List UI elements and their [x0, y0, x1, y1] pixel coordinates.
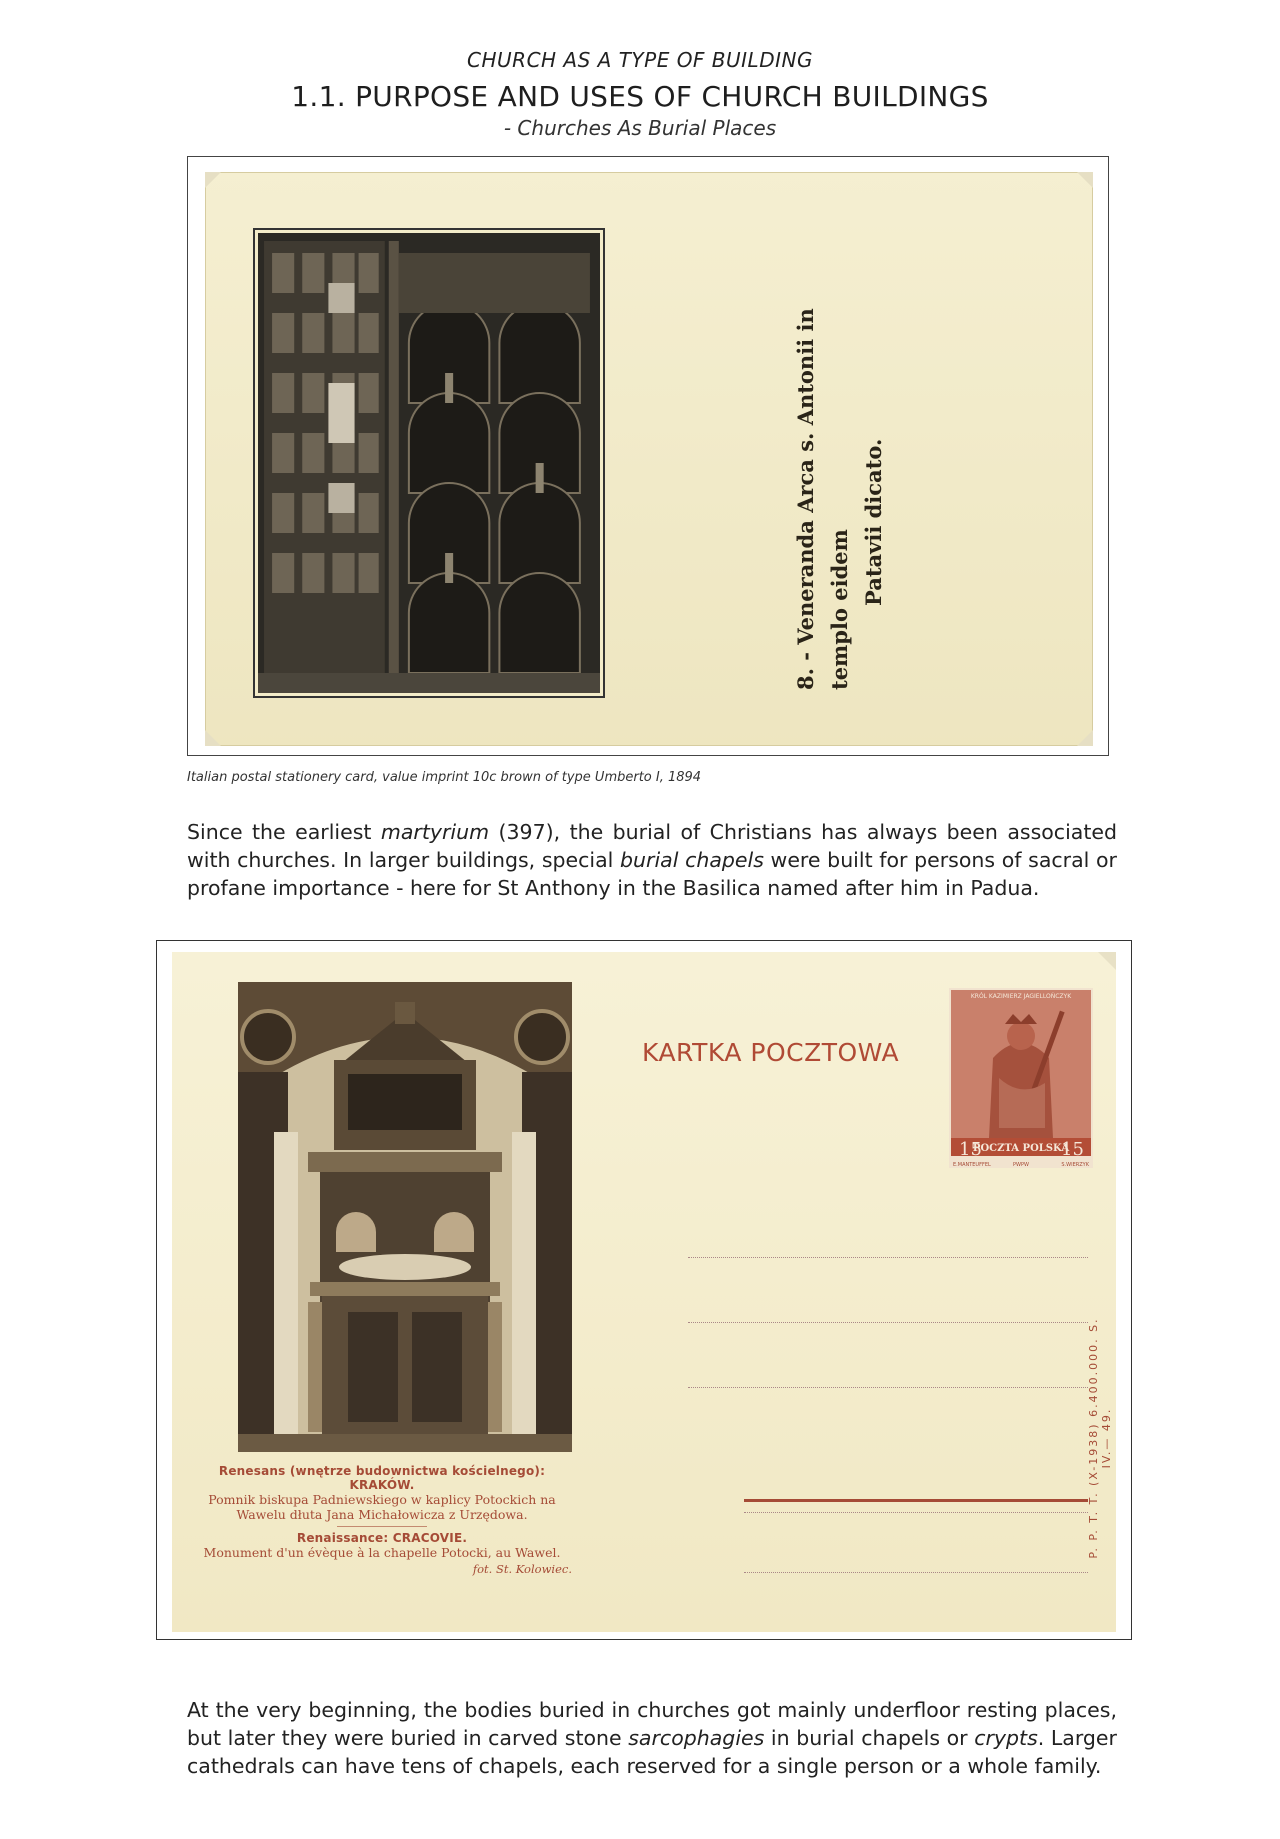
caption-line-1: 8. - Veneranda Arca s. Antonii in templo eidem [793, 308, 852, 690]
text-run: in burial chapels or [764, 1726, 975, 1750]
italic-term: burial chapels [620, 848, 764, 872]
postcard-caption [192, 1464, 572, 1576]
stamp-imprint-right: S.WIERZYK [1061, 1162, 1089, 1168]
card-corner-fold [1098, 952, 1116, 970]
text-run: (397), the burial of Christians has always been associated with churches. In larger buildings, special [187, 820, 1117, 872]
address-underline [744, 1499, 1088, 1502]
stamp-top-text: KRÓL KAZIMIERZ JAGIELLOŃCZYK [970, 993, 1072, 1000]
card-corner-mount [205, 172, 221, 188]
stamp-country: POCZTA POLSKA [972, 1143, 1070, 1154]
tomb-photograph [238, 982, 572, 1452]
stamp-value-right: 15 [1061, 1139, 1084, 1160]
text-run: . Larger cathedrals can have tens of chapels, each reserved for a single person or a whole family. [187, 1726, 1117, 1778]
photo-credit: fot. St. Kolowiec. [472, 1562, 572, 1576]
text-run: At the very beginning, the bodies buried in churches got mainly underfloor resting places, but later they were buried in carved stone [187, 1698, 1117, 1750]
caption-polish-text: Pomnik biskupa Padniewskiego w kaplicy Potockich na Wawelu dłuta Jana Michałowicza z Urzędowa. [208, 1492, 556, 1522]
card-description-note: Italian postal stationery card, value imprint 10c brown of type Umberto I, 1894 [187, 770, 702, 785]
arca-santantonio-image [258, 233, 600, 693]
address-line [744, 1572, 1088, 1573]
text-run: Since the earliest [187, 820, 381, 844]
page-title: 1.1. PURPOSE AND USES OF CHURCH BUILDINGS [291, 80, 989, 113]
caption-polish-title: Renesans (wnętrze budownictwa kościelnego): KRAKÓW. [218, 1464, 546, 1492]
section-heading: CHURCH AS A TYPE OF BUILDING [467, 48, 813, 72]
stamp-imprint-mid: PWPW [1013, 1162, 1029, 1168]
printed-stamp [949, 988, 1093, 1168]
polish-postcard [172, 952, 1116, 1632]
address-line [688, 1257, 1088, 1258]
italic-term: sarcophagies [628, 1726, 765, 1750]
shrine-photograph [253, 228, 605, 698]
page-subtitle: - Churches As Burial Places [503, 116, 777, 140]
printing-imprint: P. P. T. T. (X-1938) 6.400.000. S. IV.— 49. [1087, 1317, 1113, 1559]
address-line [688, 1387, 1088, 1388]
caption-french-title: Renaissance: CRACOVIE. [296, 1531, 468, 1545]
card-corner-mount [1077, 172, 1093, 188]
address-line [744, 1512, 1088, 1513]
italian-postcard [205, 172, 1093, 746]
stamp-value-left: 15 [959, 1139, 982, 1160]
postcard-heading: KARTKA POCZTOWA [642, 1038, 900, 1067]
address-line [688, 1322, 1088, 1323]
card-corner-mount [205, 730, 221, 746]
body-paragraph-1 [187, 818, 1117, 902]
caption-line-2: Patavii dicato. [861, 438, 886, 606]
caption-french-text: Monument d'un évèque à la chapelle Potocki, au Wawel. [203, 1545, 561, 1560]
caption-divider [337, 1526, 427, 1527]
king-casimir-stamp-icon [949, 988, 1093, 1168]
text-run: were built for persons of sacral or profane importance - here for St Anthony in the Basilica named after him in Padua. [187, 848, 1117, 900]
italic-term: crypts [974, 1726, 1038, 1750]
card-caption-fraktur [789, 270, 886, 690]
body-paragraph-2 [187, 1696, 1117, 1780]
stamp-imprint-left: E.MANTEUFFEL [953, 1162, 991, 1168]
padniewski-monument-image [238, 982, 572, 1452]
card-corner-mount [1077, 730, 1093, 746]
italic-term: martyrium [380, 820, 490, 844]
